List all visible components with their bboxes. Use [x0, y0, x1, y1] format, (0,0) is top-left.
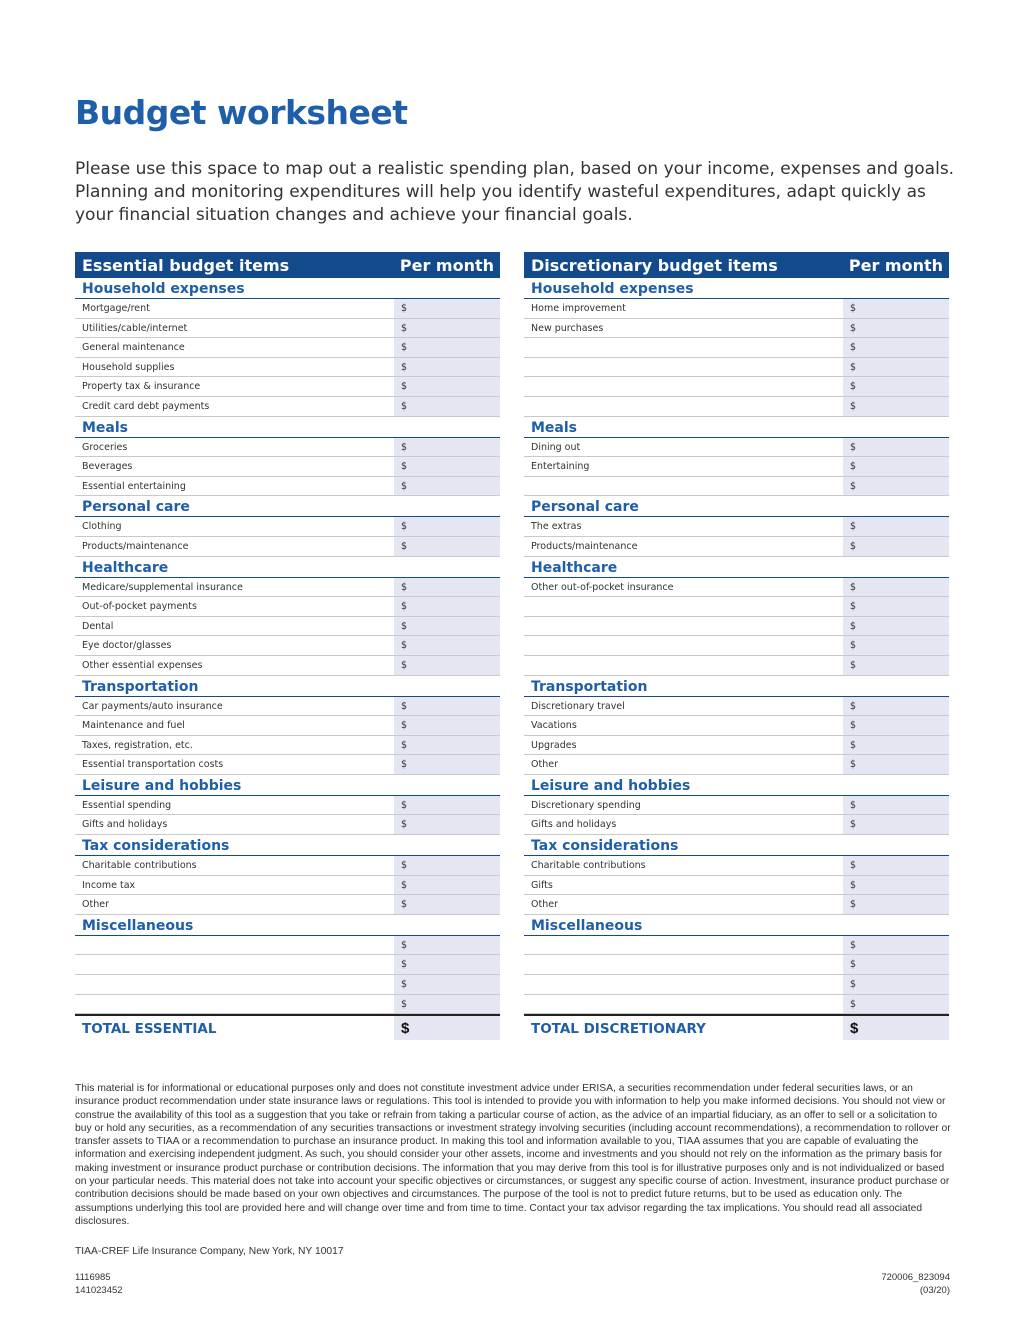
budget-item-label: Products/maintenance [82, 540, 189, 552]
budget-item-label: Utilities/cable/internet [82, 322, 188, 334]
per-month-amount-field[interactable]: $ [843, 995, 949, 1014]
per-month-amount-field[interactable]: $ [394, 338, 500, 357]
budget-item-label: Charitable contributions [82, 860, 197, 872]
per-month-amount-field[interactable]: $ [843, 755, 949, 774]
budget-row [75, 995, 500, 1015]
essential-header [75, 252, 500, 278]
budget-item-label: Household supplies [82, 361, 175, 373]
per-month-amount-field[interactable]: $ [843, 319, 949, 338]
budget-item-label: Gifts and holidays [82, 819, 168, 831]
code-line: (03/20) [919, 1284, 950, 1296]
budget-row [75, 358, 500, 378]
budget-row [524, 895, 949, 915]
per-month-amount-field[interactable]: $ [843, 597, 949, 616]
budget-item-label: Clothing [82, 521, 122, 533]
per-month-amount-field[interactable]: $ [394, 876, 500, 895]
budget-row [524, 517, 949, 537]
document-codes-left [75, 1272, 123, 1297]
budget-row [524, 936, 949, 956]
disclaimer-text: This material is for informational or educational purposes only and does not constitute investment advice under ERISA, a securities recommendation under federal securities laws, or an insurance product recommendation under state insurance laws or regulations. This tool is intended to provide you with information to help you make informed decisions. You should not view or construe the availability of this tool as a suggestion that you take or refrain from taking a particular course of action, as the advice of an impartial fiduciary, as an offer to sell or a solicitation to buy or hold any securities, as a recommendation of any securities transactions or investment strategy involving securities (including account recommendations), a recommendation to rollover or transfer assets to TIAA or a recommendation to purchase an insurance product. In making this tool and information available to you, TIAA assumes that you are capable of evaluating the information and exercising independent judgment. As such, you should consider your other assets, income and investments and you should not rely on the information as the primary basis for making investment or insurance product purchase or contribution decisions. The information that you may derive from this tool is for illustrative purposes only and is not individualized or based on your particular needs. This material does not take into account your specific objectives or circumstances, or suggest any specific course of action. Investment, insurance product purchase or contribution decisions should be made based on your own objectives and circumstances. The purpose of the tool is not to predict future returns, but to be used as education only. The assumptions underlying this tool are provided here and will change over time and from time to time. Contact your tax advisor regarding the tax implications. You should read all associated disclosures. [75, 1083, 951, 1227]
per-month-amount-field[interactable]: $ [394, 517, 500, 536]
per-month-amount-field[interactable]: $ [843, 617, 949, 636]
budget-row [75, 578, 500, 598]
budget-item-label [524, 597, 843, 616]
per-month-amount-field[interactable]: $ [394, 319, 500, 338]
per-month-amount-field[interactable]: $ [843, 377, 949, 396]
budget-item-label [524, 656, 843, 675]
budget-row [75, 617, 500, 637]
budget-item-label: Groceries [82, 441, 128, 453]
per-month-amount-field[interactable]: $ [394, 796, 500, 815]
per-month-amount-field[interactable]: $ [394, 736, 500, 755]
per-month-amount-field[interactable]: $ [394, 697, 500, 716]
budget-item-label: Credit card debt payments [82, 400, 210, 412]
budget-item-label: Other [531, 759, 558, 771]
budget-item-label: Taxes, registration, etc. [82, 739, 193, 751]
per-month-amount-field[interactable]: $ [394, 895, 500, 914]
budget-item-label [75, 975, 394, 994]
budget-row [75, 955, 500, 975]
discretionary-per-month-label: Per month [848, 255, 943, 275]
per-month-amount-field[interactable]: $ [843, 716, 949, 735]
discretionary-header [524, 252, 949, 278]
per-month-amount-field[interactable]: $ [394, 578, 500, 597]
budget-item-label: Products/maintenance [531, 540, 638, 552]
budget-row [75, 597, 500, 617]
budget-item-label [75, 995, 394, 1014]
budget-row [75, 517, 500, 537]
essential-header-label: Essential budget items [82, 255, 290, 275]
per-month-amount-field[interactable]: $ [843, 438, 949, 457]
per-month-amount-field[interactable]: $ [394, 377, 500, 396]
budget-item-label: Mortgage/rent [82, 303, 150, 314]
per-month-amount-field[interactable]: $ [394, 955, 500, 974]
per-month-amount-field[interactable]: $ [843, 796, 949, 815]
per-month-amount-field[interactable]: $ [843, 358, 949, 377]
budget-item-label: Discretionary travel [531, 700, 625, 712]
section-title: Personal care [524, 496, 949, 517]
total-essential-amount[interactable]: $ [394, 1016, 500, 1040]
per-month-amount-field[interactable]: $ [843, 578, 949, 597]
total-essential-row [75, 1014, 500, 1040]
budget-item-label: Gifts and holidays [531, 819, 617, 831]
budget-row [524, 955, 949, 975]
total-discretionary-label: TOTAL DISCRETIONARY [531, 1021, 706, 1038]
budget-row [524, 796, 949, 816]
budget-row [524, 377, 949, 397]
per-month-amount-field[interactable]: $ [394, 755, 500, 774]
section-title: Transportation [524, 676, 949, 697]
section-title: Miscellaneous [75, 915, 500, 936]
per-month-amount-field[interactable]: $ [394, 975, 500, 994]
budget-item-label: General maintenance [82, 342, 185, 354]
budget-row [75, 936, 500, 956]
budget-row [75, 397, 500, 417]
per-month-amount-field[interactable]: $ [394, 397, 500, 416]
per-month-amount-field[interactable]: $ [843, 457, 949, 476]
budget-row [75, 457, 500, 477]
budget-item-label: Property tax & insurance [82, 381, 201, 393]
budget-item-label: Essential transportation costs [82, 759, 224, 771]
per-month-amount-field[interactable]: $ [843, 338, 949, 357]
budget-row [524, 856, 949, 876]
budget-row [524, 537, 949, 557]
budget-item-label: Other [82, 899, 109, 911]
budget-item-label: The extras [531, 521, 582, 533]
budget-item-label: Entertaining [531, 461, 590, 473]
budget-row [75, 815, 500, 835]
per-month-amount-field[interactable]: $ [394, 656, 500, 675]
budget-row [524, 338, 949, 358]
per-month-amount-field[interactable]: $ [843, 537, 949, 556]
budget-item-label: Upgrades [531, 739, 577, 751]
budget-row [75, 319, 500, 339]
budget-item-label: Essential entertaining [82, 480, 186, 492]
budget-row [75, 697, 500, 717]
budget-item-label: Car payments/auto insurance [82, 700, 223, 712]
section-title: Meals [75, 417, 500, 438]
per-month-amount-field[interactable]: $ [394, 457, 500, 476]
budget-item-label [524, 477, 843, 496]
budget-item-label: Income tax [82, 879, 136, 891]
per-month-amount-field[interactable]: $ [394, 299, 500, 318]
section-title: Healthcare [524, 557, 949, 578]
budget-row [75, 537, 500, 557]
discretionary-column [524, 252, 949, 1040]
section-title: Tax considerations [524, 835, 949, 856]
code-line: 1116985 [75, 1272, 111, 1283]
per-month-amount-field[interactable]: $ [843, 975, 949, 994]
discretionary-header-label: Discretionary budget items [531, 255, 778, 275]
budget-row [75, 975, 500, 995]
budget-row [75, 477, 500, 497]
essential-per-month-label: Per month [399, 255, 494, 275]
budget-item-label [524, 636, 843, 655]
per-month-amount-field[interactable]: $ [843, 397, 949, 416]
budget-row [524, 438, 949, 458]
budget-row [524, 578, 949, 598]
budget-row [75, 377, 500, 397]
budget-row [524, 457, 949, 477]
budget-row [524, 697, 949, 717]
code-line: 720006_823094 [881, 1272, 950, 1283]
budget-item-label: Other [531, 899, 558, 911]
per-month-amount-field[interactable]: $ [394, 636, 500, 655]
company-line: TIAA-CREF Life Insurance Company, New York, NY 10017 [75, 1246, 344, 1257]
budget-item-label: Dental [82, 620, 114, 632]
per-month-amount-field[interactable]: $ [843, 856, 949, 875]
section-title: Healthcare [75, 557, 500, 578]
budget-item-label: Out-of-pocket payments [82, 601, 197, 613]
per-month-amount-field[interactable]: $ [843, 815, 949, 834]
budget-row [524, 656, 949, 676]
budget-row [524, 636, 949, 656]
budget-row [75, 338, 500, 358]
per-month-amount-field[interactable]: $ [394, 438, 500, 457]
section-title: Personal care [75, 496, 500, 517]
budget-item-label [524, 995, 843, 1014]
per-month-amount-field[interactable]: $ [394, 537, 500, 556]
section-title: Meals [524, 417, 949, 438]
per-month-amount-field[interactable]: $ [394, 856, 500, 875]
budget-item-label [524, 377, 843, 396]
section-title: Tax considerations [75, 835, 500, 856]
per-month-amount-field[interactable]: $ [394, 936, 500, 955]
per-month-amount-field[interactable]: $ [843, 517, 949, 536]
budget-item-label: Charitable contributions [531, 860, 646, 872]
budget-item-label [524, 338, 843, 357]
budget-row [524, 397, 949, 417]
budget-row [524, 716, 949, 736]
intro-paragraph: Please use this space to map out a realistic spending plan, based on your income, expenses and goals. Planning and monitoring expenditures will help you identify wasteful expenditures, adapt quickly as your financial situation changes and achieve your financial goals. [75, 159, 955, 225]
budget-row [524, 995, 949, 1015]
budget-item-label [524, 975, 843, 994]
budget-item-label [524, 358, 843, 377]
per-month-amount-field[interactable]: $ [843, 936, 949, 955]
per-month-amount-field[interactable]: $ [394, 995, 500, 1014]
budget-row [75, 755, 500, 775]
per-month-amount-field[interactable]: $ [843, 876, 949, 895]
budget-row [75, 299, 500, 319]
total-essential-label: TOTAL ESSENTIAL [82, 1021, 217, 1038]
section-title: Miscellaneous [524, 915, 949, 936]
per-month-amount-field[interactable]: $ [843, 697, 949, 716]
per-month-amount-field[interactable]: $ [394, 617, 500, 636]
budget-row [75, 656, 500, 676]
budget-item-label [524, 955, 843, 974]
per-month-amount-field[interactable]: $ [843, 636, 949, 655]
budget-row [524, 299, 949, 319]
budget-item-label: Vacations [531, 720, 577, 732]
discretionary-sections [524, 278, 949, 1014]
budget-row [524, 876, 949, 896]
budget-row [524, 597, 949, 617]
budget-item-label: Discretionary spending [531, 799, 641, 811]
budget-item-label: Essential spending [82, 799, 172, 811]
budget-row [524, 736, 949, 756]
budget-row [75, 796, 500, 816]
per-month-amount-field[interactable]: $ [394, 358, 500, 377]
document-codes-right [881, 1272, 950, 1297]
budget-row [75, 895, 500, 915]
per-month-amount-field[interactable]: $ [843, 477, 949, 496]
per-month-amount-field[interactable]: $ [843, 736, 949, 755]
per-month-amount-field[interactable]: $ [843, 656, 949, 675]
budget-row [75, 438, 500, 458]
section-title: Leisure and hobbies [524, 775, 949, 796]
budget-row [524, 477, 949, 497]
code-line: 141023452 [75, 1284, 123, 1296]
section-title: Transportation [75, 676, 500, 697]
budget-row [75, 736, 500, 756]
budget-row [75, 636, 500, 656]
per-month-amount-field[interactable]: $ [394, 477, 500, 496]
budget-item-label: Eye doctor/glasses [82, 640, 172, 652]
budget-row [524, 319, 949, 339]
per-month-amount-field[interactable]: $ [843, 299, 949, 318]
budget-item-label: Medicare/supplemental insurance [82, 581, 243, 593]
budget-item-label: Beverages [82, 461, 133, 473]
budget-row [524, 815, 949, 835]
essential-sections [75, 278, 500, 1014]
budget-item-label: Gifts [531, 879, 553, 891]
budget-item-label: Maintenance and fuel [82, 720, 185, 732]
per-month-amount-field[interactable]: $ [394, 815, 500, 834]
budget-item-label: Home improvement [531, 303, 626, 314]
budget-row [524, 617, 949, 637]
budget-row [75, 716, 500, 736]
per-month-amount-field[interactable]: $ [843, 955, 949, 974]
budget-row [75, 856, 500, 876]
per-month-amount-field[interactable]: $ [843, 895, 949, 914]
budget-item-label: Dining out [531, 441, 581, 453]
budget-row [75, 876, 500, 896]
budget-row [524, 358, 949, 378]
budget-item-label [75, 955, 394, 974]
budget-item-label: Other out-of-pocket insurance [531, 581, 674, 593]
budget-item-label [75, 936, 394, 955]
section-title: Household expenses [75, 278, 500, 299]
per-month-amount-field[interactable]: $ [394, 597, 500, 616]
budget-row [524, 755, 949, 775]
section-title: Leisure and hobbies [75, 775, 500, 796]
page-title: Budget worksheet [75, 93, 408, 132]
budget-item-label [524, 397, 843, 416]
total-discretionary-amount[interactable]: $ [843, 1016, 949, 1040]
budget-item-label: Other essential expenses [82, 659, 203, 671]
budget-row [524, 975, 949, 995]
budget-item-label [524, 936, 843, 955]
section-title: Household expenses [524, 278, 949, 299]
budget-item-label: New purchases [531, 322, 604, 334]
budget-item-label [524, 617, 843, 636]
essential-column [75, 252, 500, 1040]
per-month-amount-field[interactable]: $ [394, 716, 500, 735]
total-discretionary-row [524, 1014, 949, 1040]
